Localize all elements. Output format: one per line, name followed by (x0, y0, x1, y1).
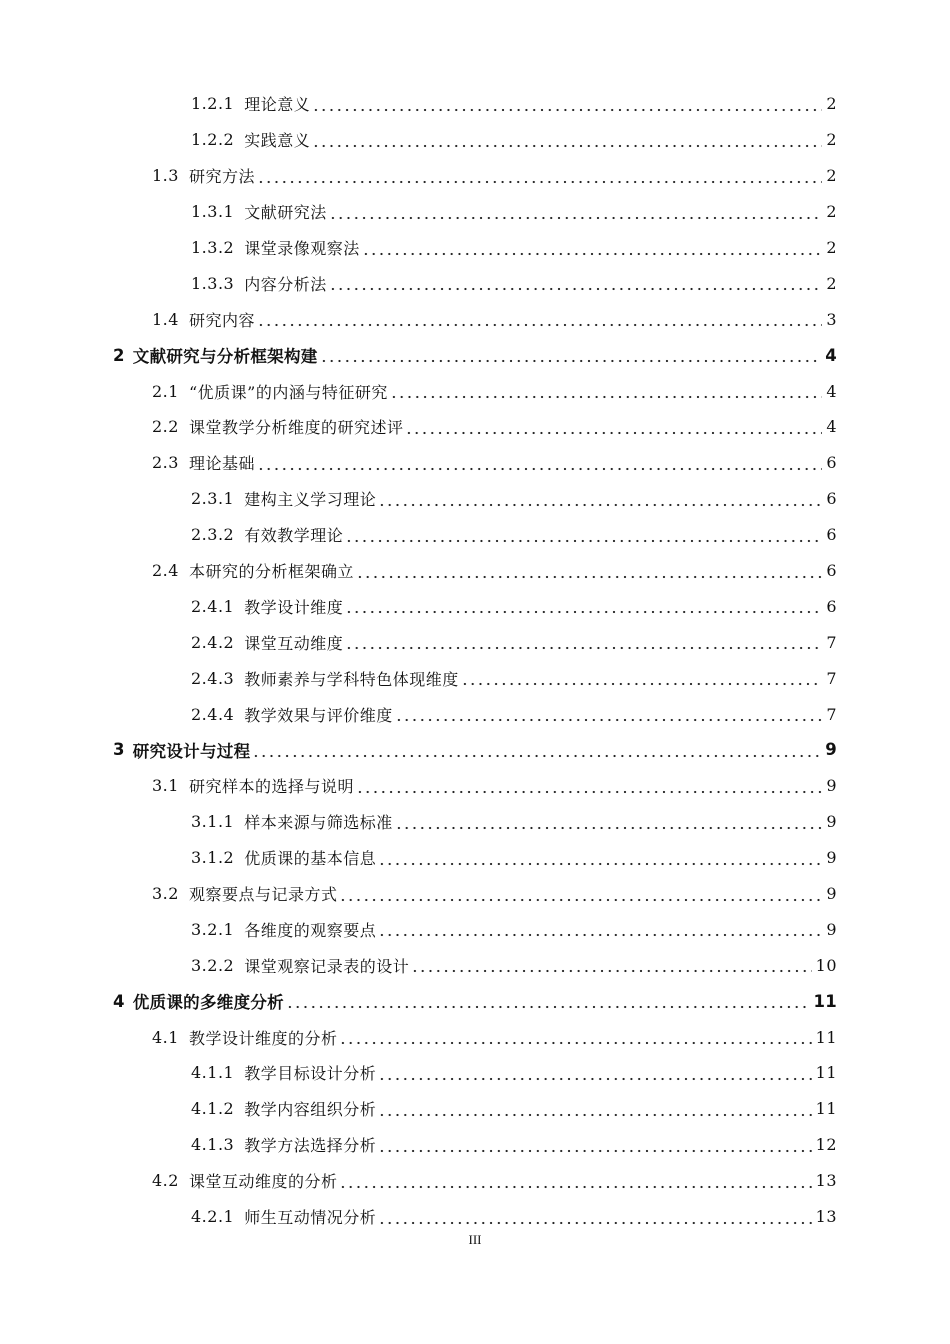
toc-entry-number: 2 (113, 345, 125, 365)
toc-entry-title: 样本来源与筛选标准 (244, 813, 393, 833)
dot-leader (257, 311, 822, 327)
toc-entry-number: 3 (113, 740, 125, 760)
toc-entry-page: 4 (826, 381, 837, 401)
toc-entry[interactable] (0, 696, 950, 732)
dot-leader (345, 527, 822, 543)
toc-entry-number: 2.3 (152, 453, 179, 473)
toc-entry-number: 2.2 (152, 417, 179, 437)
toc-entry-title: 教学效果与评价维度 (244, 705, 393, 725)
toc-entry-number: 1.3.3 (191, 273, 235, 293)
dot-leader (378, 1065, 811, 1081)
toc-entry-number: 4 (113, 991, 125, 1011)
toc-entry[interactable] (0, 947, 950, 983)
toc-entry-page: 7 (826, 668, 837, 688)
toc-entry-page: 9 (825, 740, 837, 760)
table-of-contents (0, 86, 950, 1235)
toc-entry[interactable] (0, 265, 950, 301)
toc-entry[interactable] (0, 553, 950, 589)
toc-entry-number: 1.4 (152, 309, 179, 329)
toc-entry[interactable] (0, 445, 950, 481)
toc-entry-number: 3.2 (152, 884, 179, 904)
toc-entry-number: 1.2.1 (191, 94, 235, 114)
toc-entry[interactable] (0, 1091, 950, 1127)
toc-entry-page: 9 (826, 884, 837, 904)
toc-entry-title: 建构主义学习理论 (244, 490, 377, 510)
toc-entry-page: 6 (826, 561, 837, 581)
dot-leader (329, 275, 823, 291)
toc-entry-title: 研究方法 (188, 167, 255, 187)
toc-entry[interactable] (0, 1163, 950, 1199)
toc-entry-page: 2 (826, 202, 837, 222)
toc-entry-title: 有效教学理论 (244, 526, 344, 546)
dot-leader (378, 1101, 811, 1117)
toc-entry-number: 1.2.2 (191, 130, 235, 150)
toc-entry[interactable] (0, 840, 950, 876)
toc-entry[interactable] (0, 1019, 950, 1055)
toc-entry-number: 2.1 (152, 381, 179, 401)
dot-leader (345, 634, 822, 650)
toc-entry-title: 各维度的观察要点 (244, 920, 377, 940)
toc-entry-page: 9 (826, 848, 837, 868)
toc-entry-page: 3 (826, 309, 837, 329)
toc-entry-title: 教学设计维度 (244, 597, 344, 617)
dot-leader (461, 670, 823, 686)
toc-entry-title: 观察要点与记录方式 (188, 885, 338, 905)
toc-entry-page: 9 (826, 776, 837, 796)
toc-entry-title: 研究内容 (188, 310, 255, 330)
toc-entry-page: 11 (815, 1027, 837, 1047)
toc-entry-page: 11 (813, 991, 837, 1011)
toc-entry-number: 1.3.1 (191, 202, 235, 222)
toc-entry[interactable] (0, 373, 950, 409)
toc-entry[interactable] (0, 876, 950, 912)
toc-entry-title: “优质课”的内涵与特征研究 (188, 382, 388, 402)
toc-entry[interactable] (0, 804, 950, 840)
toc-entry-page: 6 (826, 596, 837, 616)
dot-leader (395, 814, 823, 830)
toc-entry[interactable] (0, 86, 950, 122)
dot-leader (411, 957, 811, 973)
toc-entry-number: 3.2.2 (191, 955, 235, 975)
toc-entry[interactable] (0, 409, 950, 445)
dot-leader (257, 455, 822, 471)
toc-entry-page: 2 (826, 94, 837, 114)
toc-entry-title: 教学内容组织分析 (244, 1100, 377, 1120)
dot-leader (362, 240, 823, 256)
toc-entry-title: 教学目标设计分析 (244, 1064, 377, 1084)
toc-entry[interactable] (0, 1199, 950, 1235)
dot-leader (312, 132, 822, 148)
dot-leader (356, 563, 822, 579)
toc-entry[interactable] (0, 122, 950, 158)
toc-entry-number: 2.4.1 (191, 596, 235, 616)
toc-entry-title: 研究设计与过程 (132, 741, 251, 761)
toc-entry-number: 4.1 (152, 1027, 179, 1047)
toc-entry-page: 4 (825, 345, 837, 365)
toc-entry-page: 7 (826, 704, 837, 724)
toc-entry-number: 4.1.2 (191, 1099, 235, 1119)
toc-entry-title: 课堂教学分析维度的研究述评 (188, 418, 404, 438)
toc-entry-page: 7 (826, 632, 837, 652)
toc-entry-number: 3.1.2 (191, 848, 235, 868)
toc-entry[interactable] (0, 481, 950, 517)
toc-entry-title: 优质课的基本信息 (244, 849, 377, 869)
toc-entry-page: 9 (826, 919, 837, 939)
toc-entry[interactable] (0, 588, 950, 624)
toc-entry-page: 12 (815, 1135, 837, 1155)
dot-leader (378, 1209, 811, 1225)
toc-entry-number: 2.3.2 (191, 525, 235, 545)
dot-leader (390, 383, 822, 399)
dot-leader (252, 742, 821, 758)
toc-entry-number: 3.1.1 (191, 812, 235, 832)
toc-entry-number: 4.2 (152, 1171, 179, 1191)
toc-entry-page: 6 (826, 525, 837, 545)
toc-entry-title: 课堂互动维度 (244, 633, 344, 653)
toc-entry-page: 10 (815, 955, 837, 975)
dot-leader (257, 168, 822, 184)
dot-leader (320, 347, 822, 363)
dot-leader (339, 886, 822, 902)
toc-entry-page: 2 (826, 273, 837, 293)
toc-entry-number: 2.4.2 (191, 632, 235, 652)
toc-entry[interactable] (0, 337, 950, 373)
dot-leader (356, 778, 822, 794)
toc-entry-page: 2 (826, 238, 837, 257)
toc-entry-title: 教师素养与学科特色体现维度 (244, 669, 459, 689)
toc-entry[interactable] (0, 732, 950, 768)
toc-entry[interactable] (0, 911, 950, 947)
toc-entry[interactable] (0, 230, 950, 266)
dot-leader (378, 1137, 811, 1153)
toc-entry-page: 9 (826, 812, 837, 832)
toc-entry[interactable] (0, 1127, 950, 1163)
dot-leader (286, 993, 809, 1009)
dot-leader (312, 96, 822, 112)
toc-entry-number: 3.2.1 (191, 919, 235, 939)
dot-leader (339, 1173, 811, 1189)
toc-entry-number: 1.3 (152, 166, 179, 186)
dot-leader (339, 1029, 811, 1045)
dot-leader (378, 491, 822, 507)
toc-entry-page: 6 (826, 489, 837, 509)
toc-entry-page: 2 (826, 166, 837, 186)
toc-entry-number: 2.4.3 (191, 668, 235, 688)
toc-entry-number: 4.1.1 (191, 1063, 235, 1083)
page-number: III (468, 1232, 482, 1247)
dot-leader (378, 850, 822, 866)
toc-entry-number: 4.2.1 (191, 1207, 235, 1227)
toc-entry-title: 优质课的多维度分析 (132, 993, 284, 1013)
toc-entry[interactable] (0, 1055, 950, 1091)
dot-leader (405, 419, 822, 435)
dot-leader (378, 921, 822, 937)
toc-entry-page: 13 (815, 1171, 837, 1191)
toc-entry-page: 11 (815, 1063, 837, 1083)
toc-entry-title: 课堂观察记录表的设计 (244, 956, 410, 976)
toc-entry-number: 3.1 (152, 776, 179, 796)
toc-entry-page: 11 (815, 1099, 837, 1119)
toc-entry-page: 2 (826, 130, 837, 150)
toc-entry-title: 教学方法选择分析 (244, 1136, 377, 1156)
dot-leader (395, 706, 823, 722)
toc-entry-title: 文献研究与分析框架构建 (132, 347, 318, 367)
toc-entry-title: 师生互动情况分析 (244, 1208, 377, 1228)
toc-entry-title: 理论基础 (188, 454, 255, 474)
toc-entry-title: 课堂录像观察法 (244, 239, 360, 258)
toc-entry-title: 文献研究法 (244, 203, 327, 223)
toc-entry[interactable] (0, 660, 950, 696)
toc-entry-title: 本研究的分析框架确立 (188, 562, 354, 582)
toc-entry[interactable] (0, 983, 950, 1019)
toc-entry-number: 2.4.4 (191, 704, 235, 724)
toc-entry-title: 教学设计维度的分析 (188, 1028, 338, 1048)
toc-entry-number: 2.4 (152, 561, 179, 581)
dot-leader (345, 598, 822, 614)
toc-entry[interactable] (0, 768, 950, 804)
toc-entry-number: 2.3.1 (191, 489, 235, 509)
toc-entry[interactable] (0, 624, 950, 660)
dot-leader (329, 204, 823, 220)
toc-entry-title: 实践意义 (244, 131, 311, 151)
toc-entry-title: 内容分析法 (244, 274, 327, 294)
toc-entry-page: 4 (826, 417, 837, 437)
toc-entry-number: 4.1.3 (191, 1135, 235, 1155)
toc-entry-title: 课堂互动维度的分析 (188, 1172, 338, 1192)
toc-entry-page: 6 (826, 453, 837, 473)
toc-entry[interactable] (0, 194, 950, 230)
toc-entry[interactable] (0, 517, 950, 553)
toc-entry[interactable] (0, 301, 950, 337)
toc-entry-number: 1.3.2 (191, 238, 235, 257)
toc-entry-page: 13 (815, 1207, 837, 1227)
toc-entry[interactable] (0, 158, 950, 194)
toc-entry-title: 理论意义 (244, 95, 311, 115)
toc-entry-title: 研究样本的选择与说明 (188, 777, 354, 797)
